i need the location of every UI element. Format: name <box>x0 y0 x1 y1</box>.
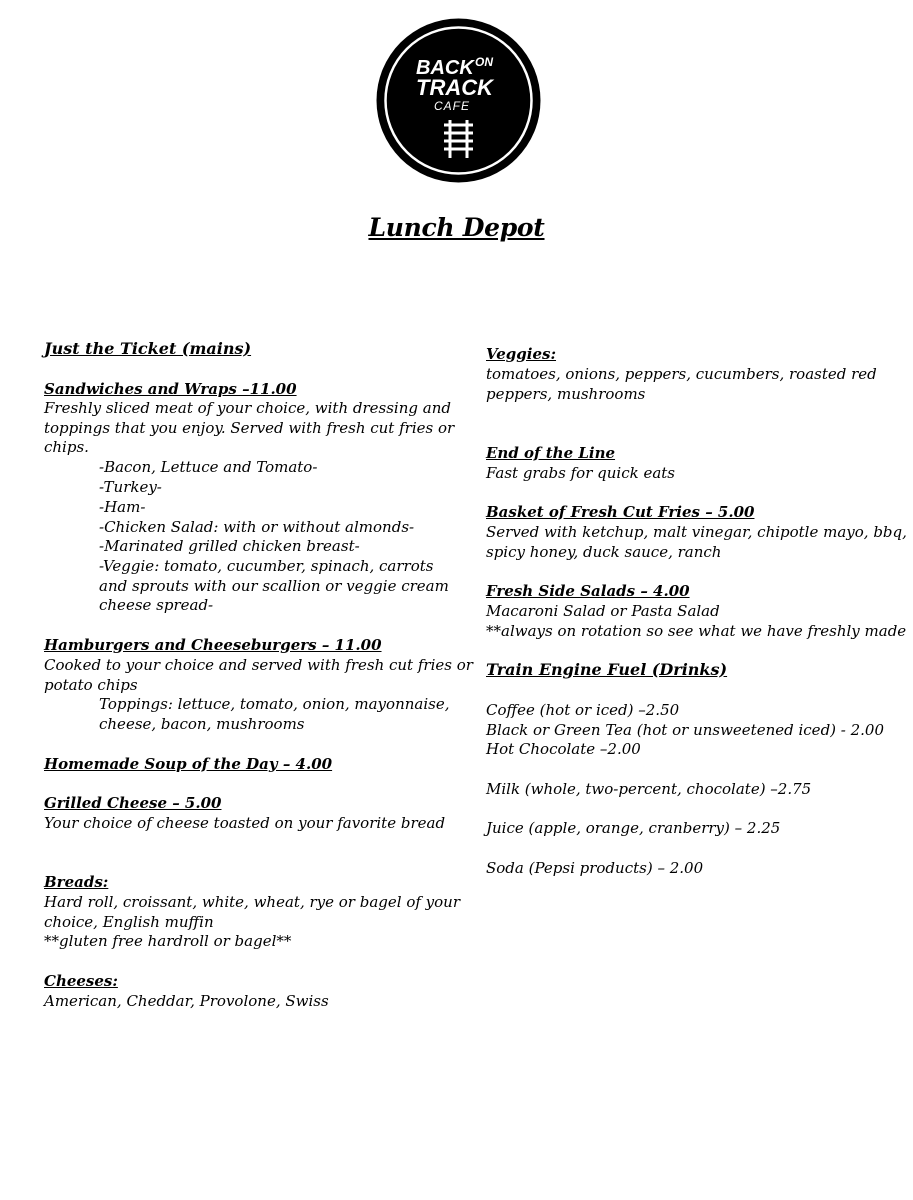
burgers-desc-line: potato chips <box>44 676 138 694</box>
mains-heading: Just the Ticket (mains) <box>44 339 252 358</box>
salads-desc-line: **always on rotation so see what we have freshly made <box>486 622 907 640</box>
sandwich-option: and sprouts with our scallion or veggie cream <box>99 577 449 595</box>
end-of-line-heading: End of the Line <box>486 444 616 462</box>
sandwich-option: -Marinated grilled chicken breast- <box>99 537 360 555</box>
sandwich-option: -Bacon, Lettuce and Tomato- <box>99 458 318 476</box>
sandwiches-heading: Sandwiches and Wraps –11.00 <box>44 380 297 398</box>
breads-heading: Breads: <box>44 873 109 891</box>
drink-item: Soda (Pepsi products) – 2.00 <box>486 859 704 877</box>
logo-word-on: ON <box>475 55 493 69</box>
cheeses-desc: American, Cheddar, Provolone, Swiss <box>44 992 329 1010</box>
drink-item: Juice (apple, orange, cranberry) – 2.25 <box>486 819 781 837</box>
grilled-cheese-desc: Your choice of cheese toasted on your favorite bread <box>44 814 446 832</box>
sandwich-option: -Veggie: tomato, cucumber, spinach, carrots <box>99 557 434 575</box>
salads-heading: Fresh Side Salads – 4.00 <box>486 582 690 600</box>
sandwiches-desc-line: Freshly sliced meat of your choice, with dressing and <box>44 399 451 417</box>
cheeses-heading: Cheeses: <box>44 972 118 990</box>
soup-heading: Homemade Soup of the Day – 4.00 <box>44 755 333 773</box>
breads-desc-line: Hard roll, croissant, white, wheat, rye or bagel of your <box>44 893 461 911</box>
sandwich-option: -Ham- <box>99 498 146 516</box>
burgers-toppings-line: Toppings: lettuce, tomato, onion, mayonnaise, <box>99 695 450 713</box>
burgers-heading: Hamburgers and Cheeseburgers – 11.00 <box>44 636 382 654</box>
drinks-heading: Train Engine Fuel (Drinks) <box>486 660 728 679</box>
end-of-line-desc: Fast grabs for quick eats <box>486 464 675 482</box>
burgers-desc-line: Cooked to your choice and served with fresh cut fries or <box>44 656 473 674</box>
sandwiches-desc-line: chips. <box>44 438 89 456</box>
cafe-logo <box>376 18 541 183</box>
sandwich-option: cheese spread- <box>99 596 214 614</box>
fries-heading: Basket of Fresh Cut Fries – 5.00 <box>486 503 755 521</box>
breads-desc-line: **gluten free hardroll or bagel** <box>44 932 292 950</box>
drink-item: Hot Chocolate –2.00 <box>486 740 641 758</box>
fries-desc-line: spicy honey, duck sauce, ranch <box>486 543 722 561</box>
sandwich-option: -Turkey- <box>99 478 162 496</box>
breads-desc-line: choice, English muffin <box>44 913 214 931</box>
drink-item: Black or Green Tea (hot or unsweetened iced) - 2.00 <box>486 721 885 739</box>
veggies-desc-line: peppers, mushrooms <box>486 385 646 403</box>
burgers-toppings-line: cheese, bacon, mushrooms <box>99 715 305 733</box>
logo-word-back: BACK <box>416 57 474 79</box>
drink-item: Milk (whole, two-percent, chocolate) –2.75 <box>486 780 812 798</box>
veggies-heading: Veggies: <box>486 345 557 363</box>
logo-word-track: TRACK <box>416 75 493 100</box>
sandwiches-desc-line: toppings that you enjoy. Served with fresh cut fries or <box>44 419 455 437</box>
drink-item: Coffee (hot or iced) –2.50 <box>486 701 680 719</box>
grilled-cheese-heading: Grilled Cheese – 5.00 <box>44 794 222 812</box>
veggies-desc-line: tomatoes, onions, peppers, cucumbers, roasted red <box>486 365 877 383</box>
menu-title: Lunch Depot <box>368 213 545 242</box>
salads-desc-line: Macaroni Salad or Pasta Salad <box>486 602 720 620</box>
fries-desc-line: Served with ketchup, malt vinegar, chipotle mayo, bbq, <box>486 523 907 541</box>
logo-word-cafe: CAFE <box>434 99 471 113</box>
sandwich-option: -Chicken Salad: with or without almonds- <box>99 518 415 536</box>
